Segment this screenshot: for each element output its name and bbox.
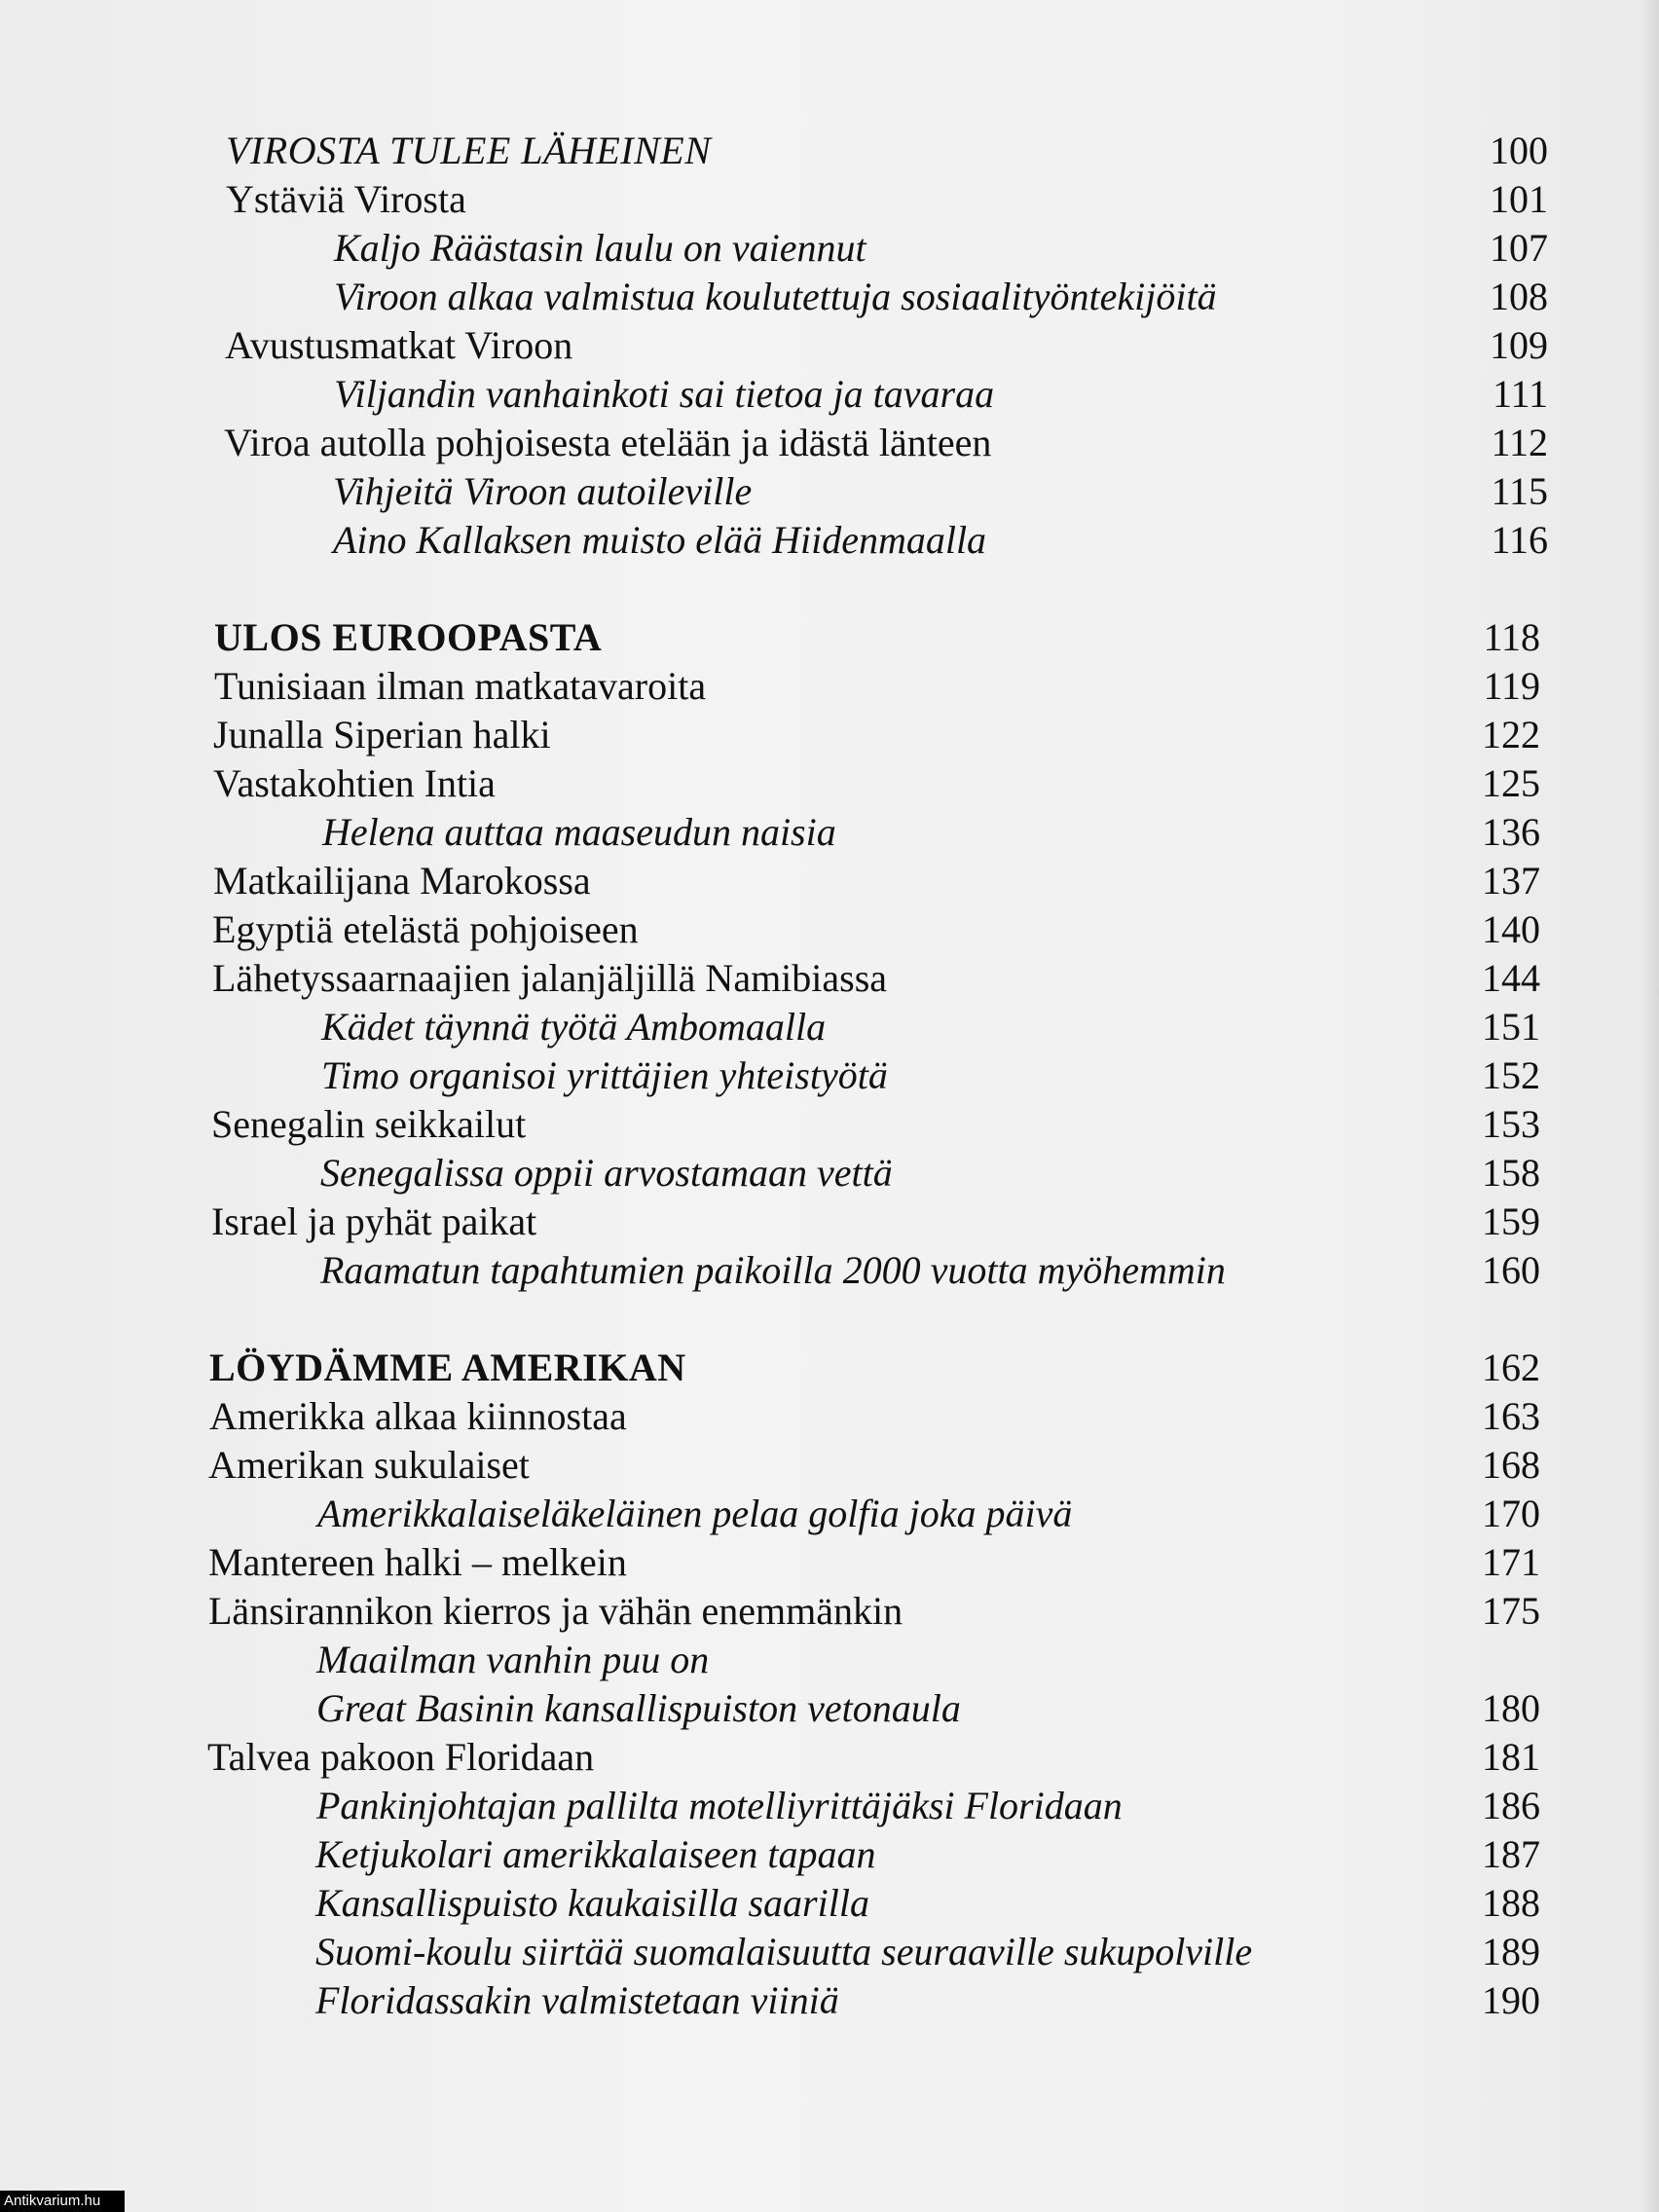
- toc-entry-title: Junalla Siperian halki: [213, 713, 551, 756]
- toc-entry: [0, 1733, 1659, 1782]
- toc-entry-page-number: 118: [1483, 615, 1540, 659]
- toc-entry-title: Helena auttaa maaseudun naisia: [322, 810, 836, 854]
- toc-entry: [0, 1392, 1659, 1441]
- toc-entry-title: Vihjeitä Viroon autoileville: [333, 469, 753, 513]
- toc-entry-page-number: 136: [1482, 810, 1540, 854]
- toc-entry: [0, 127, 1659, 175]
- toc-entry: [0, 1246, 1659, 1295]
- toc-entry-title: Länsirannikon kierros ja vähän enemmänkin: [208, 1589, 903, 1633]
- toc-entry: [0, 516, 1659, 565]
- toc-entry: [0, 1490, 1659, 1538]
- toc-entry: [0, 467, 1659, 516]
- toc-entry-page-number: 109: [1490, 323, 1548, 367]
- toc-entry-page-number: 122: [1482, 713, 1540, 756]
- toc-entry-title: Ketjukolari amerikkalaiseen tapaan: [315, 1832, 876, 1876]
- toc-entry: [0, 1441, 1659, 1490]
- toc-entry-page-number: 190: [1482, 1978, 1540, 2022]
- toc-entry-title: Ystäviä Virosta: [226, 177, 466, 221]
- toc-entry-title: ULOS EUROOPASTA: [214, 615, 603, 659]
- toc-entry-title: Aino Kallaksen muisto elää Hiidenmaalla: [333, 518, 987, 562]
- toc-entry-page-number: 144: [1482, 956, 1540, 1000]
- toc-entry-title: Floridassakin valmistetaan viiniä: [315, 1978, 839, 2022]
- toc-entry-page-number: 116: [1491, 518, 1548, 562]
- toc-entry-page-number: 111: [1492, 372, 1548, 416]
- toc-entry: [0, 1538, 1659, 1587]
- toc-entry-title: Talvea pakoon Floridaan: [207, 1735, 595, 1779]
- toc-entry: [0, 1198, 1659, 1246]
- toc-entry: [0, 1149, 1659, 1198]
- toc-entry-title: Kaljo Räästasin laulu on vaiennut: [334, 226, 866, 270]
- toc-entry: [0, 175, 1659, 224]
- toc-entry-page-number: 170: [1482, 1492, 1540, 1535]
- toc-entry-page-number: 108: [1490, 275, 1548, 318]
- toc-entry: [0, 1344, 1659, 1392]
- toc-entry: [0, 419, 1659, 467]
- toc-entry-title: Avustusmatkat Viroon: [225, 323, 573, 367]
- toc-entry: [0, 662, 1659, 711]
- toc-entry-page-number: 186: [1482, 1784, 1540, 1827]
- toc-entry-title: Matkailijana Marokossa: [213, 859, 591, 903]
- toc-entry-page-number: 160: [1482, 1248, 1540, 1292]
- toc-entry-title: Egyptiä etelästä pohjoiseen: [212, 907, 639, 951]
- toc-entry-page-number: 151: [1482, 1005, 1540, 1049]
- toc-entry-page-number: 189: [1482, 1930, 1540, 1973]
- toc-entry-page-number: 137: [1482, 859, 1540, 903]
- toc-entry-page-number: 115: [1491, 469, 1548, 513]
- toc-entry-page-number: 100: [1490, 129, 1548, 172]
- toc-entry-page-number: 180: [1482, 1686, 1540, 1730]
- toc-entry-title: Amerikkalaiseläkeläinen pelaa golfia joka päivä: [317, 1492, 1073, 1535]
- toc-entry: [0, 1003, 1659, 1051]
- toc-entry-title: VIROSTA TULEE LÄHEINEN: [226, 129, 712, 172]
- toc-entry: [0, 759, 1659, 808]
- toc-entry: [0, 857, 1659, 905]
- toc-entry: [0, 1587, 1659, 1636]
- toc-entry-page-number: 168: [1482, 1443, 1540, 1487]
- toc-entry: [0, 1051, 1659, 1100]
- toc-entry: [0, 1976, 1659, 2025]
- toc-entry-page-number: 175: [1482, 1589, 1540, 1633]
- toc-entry-page-number: 181: [1482, 1735, 1540, 1779]
- toc-entry-title: Amerikka alkaa kiinnostaa: [209, 1394, 627, 1438]
- toc-entry-title: LÖYDÄMME AMERIKAN: [209, 1346, 686, 1389]
- toc-entry: [0, 1684, 1659, 1733]
- toc-entry-title: Viroon alkaa valmistua koulutettuja sosiaalityöntekijöitä: [334, 275, 1217, 318]
- toc-entry: [0, 321, 1659, 370]
- toc-entry: [0, 273, 1659, 321]
- toc-entry-page-number: 158: [1482, 1151, 1540, 1195]
- toc-entry-title: Kädet täynnä työtä Ambomaalla: [321, 1005, 827, 1049]
- toc-entry: [0, 1100, 1659, 1149]
- toc-entry-page-number: 112: [1491, 421, 1548, 464]
- toc-entry: [0, 1782, 1659, 1830]
- watermark: Antikvarium.hu: [0, 2191, 125, 2212]
- toc-entry: [0, 224, 1659, 273]
- toc-entry: [0, 370, 1659, 419]
- toc-entry-title: Viroa autolla pohjoisesta etelään ja idästä länteen: [224, 421, 992, 464]
- toc-entry-page-number: 107: [1490, 226, 1548, 270]
- toc-entry-title: Raamatun tapahtumien paikoilla 2000 vuotta myöhemmin: [320, 1248, 1226, 1292]
- toc-entry: [0, 1879, 1659, 1928]
- toc-entry-page-number: 171: [1482, 1540, 1540, 1584]
- toc-entry-title: Suomi-koulu siirtää suomalaisuutta seuraaville sukupolville: [315, 1930, 1253, 1973]
- toc-entry-title: Senegalin seikkailut: [211, 1102, 527, 1146]
- toc-entry-title: Lähetyssaarnaajien jalanjäljillä Namibiassa: [212, 956, 888, 1000]
- toc-entry-title: Tunisiaan ilman matkatavaroita: [214, 664, 707, 708]
- toc-entry-title: Senegalissa oppii arvostamaan vettä: [320, 1151, 893, 1195]
- toc-entry: [0, 1636, 1659, 1684]
- toc-entry: [0, 711, 1659, 759]
- toc-entry: [0, 954, 1659, 1003]
- toc-entry-title: Israel ja pyhät paikat: [211, 1199, 537, 1243]
- toc-entry-title: Timo organisoi yrittäjien yhteistyötä: [321, 1053, 888, 1097]
- toc-entry-page-number: 140: [1482, 907, 1540, 951]
- toc-entry-page-number: 101: [1490, 177, 1548, 221]
- toc-entry-title: Viljandin vanhainkoti sai tietoa ja tavaraa: [334, 372, 995, 416]
- toc-entry-title: Kansallispuisto kaukaisilla saarilla: [315, 1881, 869, 1925]
- toc-entry-page-number: 162: [1482, 1346, 1540, 1389]
- toc-entry-page-number: 187: [1482, 1832, 1540, 1876]
- toc-entry-page-number: 119: [1483, 664, 1540, 708]
- toc-entry-title: Pankinjohtajan pallilta motelliyrittäjäksi Floridaan: [316, 1784, 1123, 1827]
- toc-entry-page-number: 188: [1482, 1881, 1540, 1925]
- toc-entry-page-number: 152: [1482, 1053, 1540, 1097]
- toc-entry-title: Great Basinin kansallispuiston vetonaula: [316, 1686, 961, 1730]
- toc-entry: [0, 808, 1659, 857]
- toc-entry-title: Vastakohtien Intia: [213, 761, 496, 805]
- toc-entry-page-number: 159: [1482, 1199, 1540, 1243]
- toc-entry: [0, 613, 1659, 662]
- toc-entry: [0, 905, 1659, 954]
- toc-entry-page-number: 153: [1482, 1102, 1540, 1146]
- toc-entry-page-number: 163: [1482, 1394, 1540, 1438]
- toc-entry: [0, 1928, 1659, 1976]
- toc-entry: [0, 1830, 1659, 1879]
- toc-entry-title: Mantereen halki – melkein: [208, 1540, 627, 1584]
- toc-entry-title: Maailman vanhin puu on: [316, 1638, 710, 1681]
- toc-entry-title: Amerikan sukulaiset: [208, 1443, 530, 1487]
- toc-entry-page-number: 125: [1482, 761, 1540, 805]
